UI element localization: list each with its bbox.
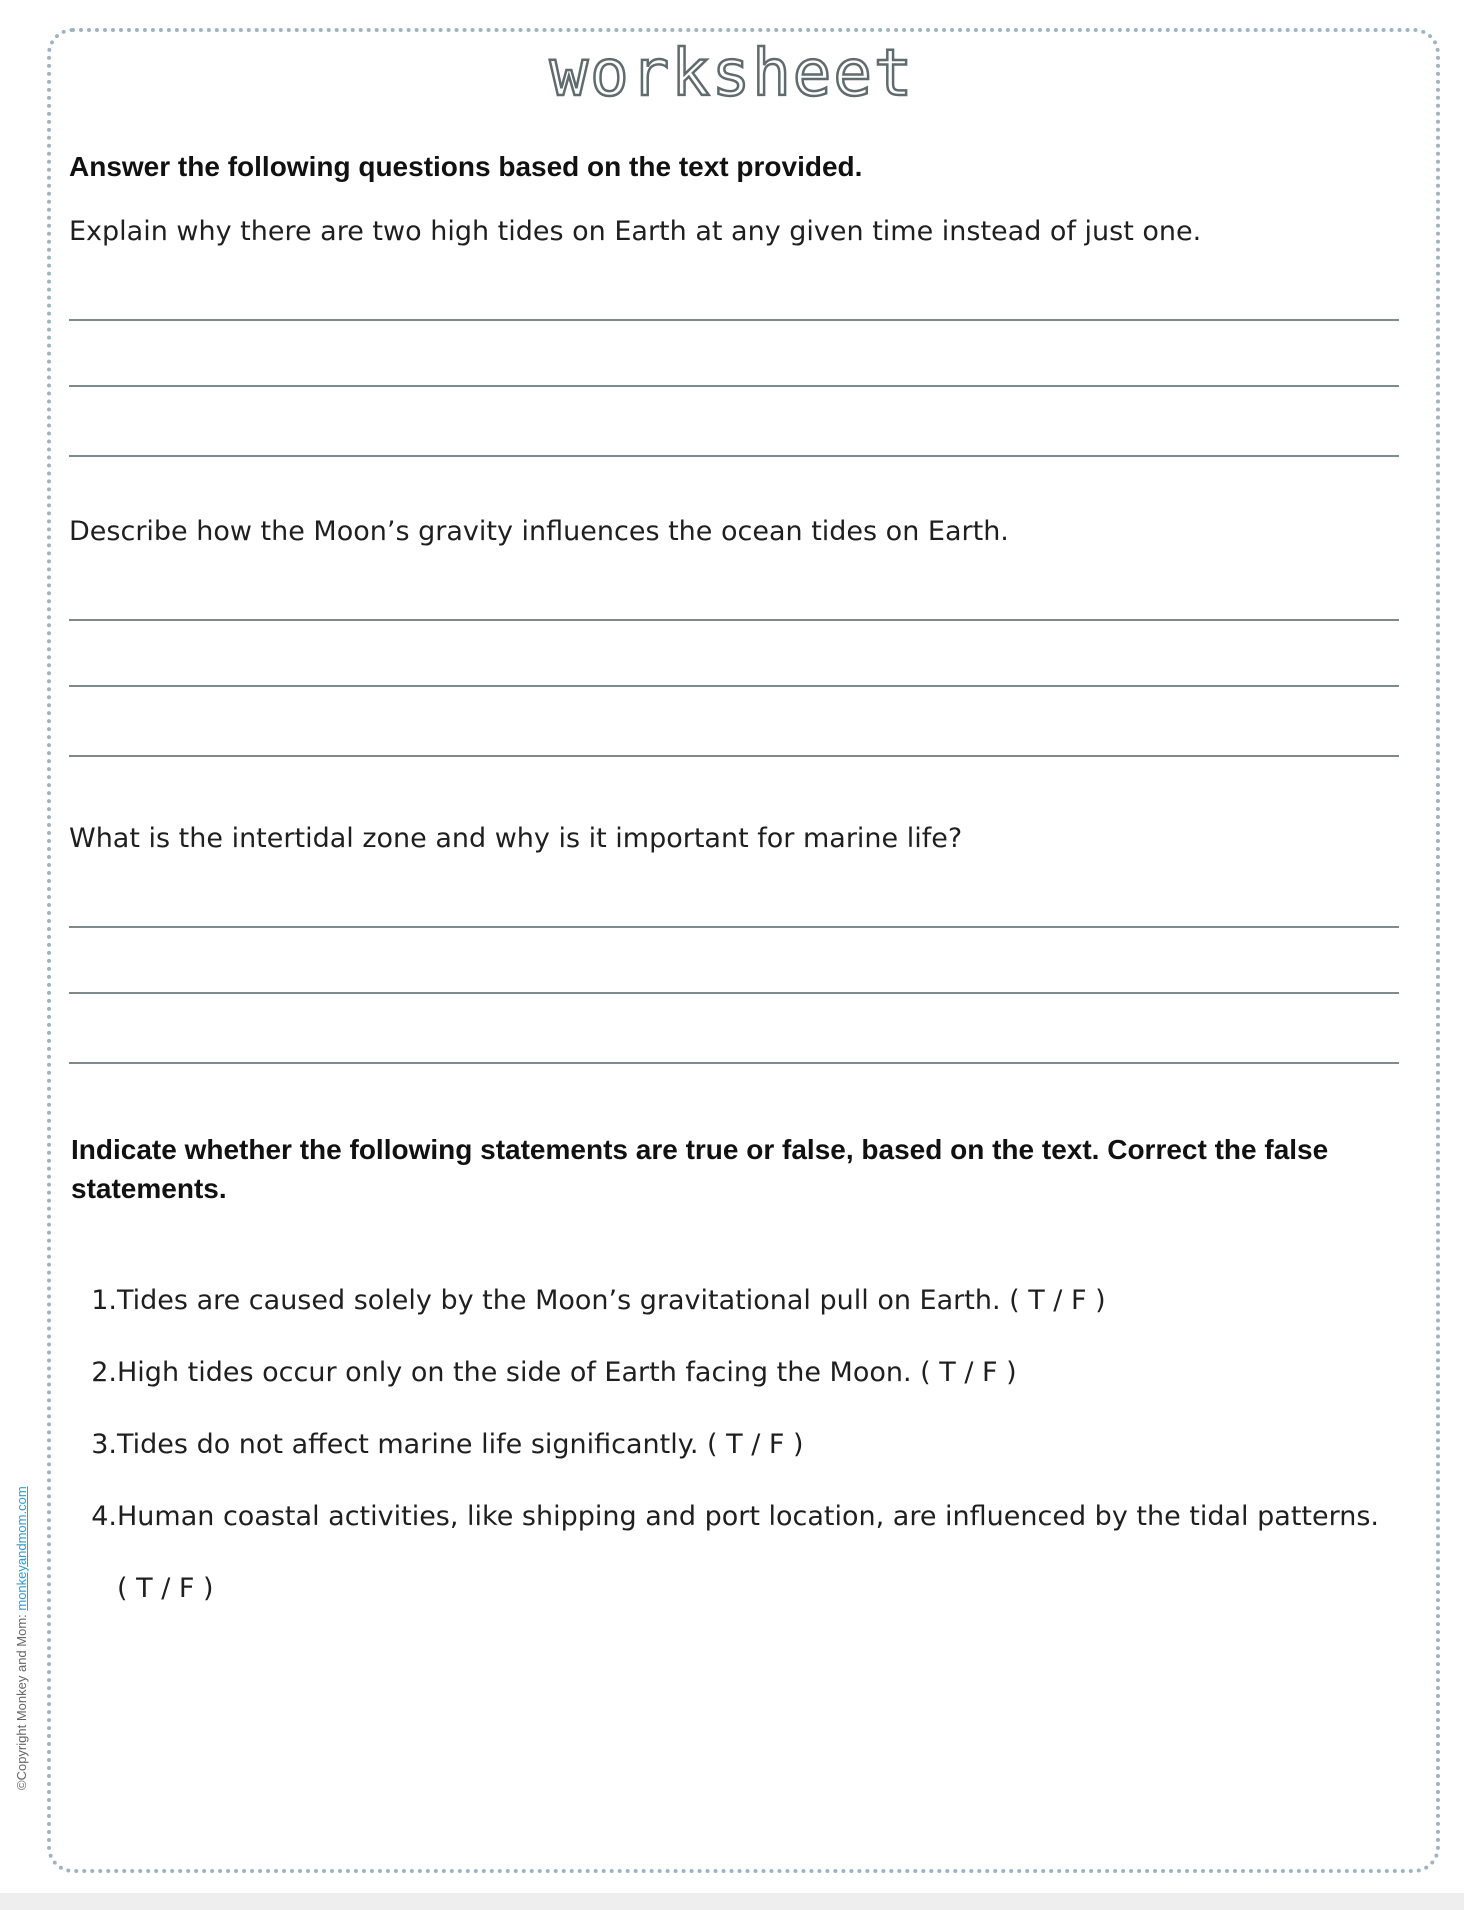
answer-line-q1-2[interactable] xyxy=(69,385,1399,387)
answer-line-q1-1[interactable] xyxy=(69,319,1399,321)
answer-line-q3-3[interactable] xyxy=(69,1062,1399,1064)
question-1: Explain why there are two high tides on Earth at any given time instead of just one. xyxy=(69,216,1202,247)
answer-line-q1-3[interactable] xyxy=(69,455,1399,457)
answer-line-q3-1[interactable] xyxy=(69,926,1399,928)
answer-line-q2-3[interactable] xyxy=(69,755,1399,757)
statement-4 xyxy=(69,1481,1389,1625)
copyright-notice xyxy=(14,1486,29,1790)
question-2: Describe how the Moon’s gravity influences the ocean tides on Earth. xyxy=(69,516,1009,547)
statement-number: 4. xyxy=(91,1501,117,1532)
statement-number: 2. xyxy=(91,1357,117,1388)
section-one-instruction: Answer the following questions based on the text provided. xyxy=(69,151,863,182)
website-link[interactable]: monkeyandmom.com xyxy=(14,1486,29,1611)
statement-text: Human coastal activities, like shipping and port location, are influenced by the tidal patterns. ( T / F ) xyxy=(117,1501,1379,1604)
true-false-list xyxy=(69,1265,1389,1625)
statement-text: High tides occur only on the side of Earth facing the Moon. ( T / F ) xyxy=(117,1357,1017,1388)
question-3: What is the intertidal zone and why is it important for marine life? xyxy=(69,823,963,854)
statement-number: 1. xyxy=(91,1285,117,1316)
statement-1 xyxy=(69,1265,1389,1337)
worksheet-title: worksheet xyxy=(549,37,915,111)
statement-3 xyxy=(69,1409,1389,1481)
statement-number: 3. xyxy=(91,1429,117,1460)
section-two-instruction: Indicate whether the following statements are true or false, based on the text. Correct the false statements. xyxy=(71,1134,1329,1204)
answer-line-q3-2[interactable] xyxy=(69,992,1399,994)
copyright-text: ©Copyright Monkey and Mom: xyxy=(14,1610,29,1790)
answer-line-q2-2[interactable] xyxy=(69,685,1399,687)
statement-2 xyxy=(69,1337,1389,1409)
statement-text: Tides are caused solely by the Moon’s gravitational pull on Earth. ( T / F ) xyxy=(117,1285,1106,1316)
answer-line-q2-1[interactable] xyxy=(69,619,1399,621)
statement-text: Tides do not affect marine life significantly. ( T / F ) xyxy=(117,1429,804,1460)
bottom-strip xyxy=(0,1893,1464,1910)
